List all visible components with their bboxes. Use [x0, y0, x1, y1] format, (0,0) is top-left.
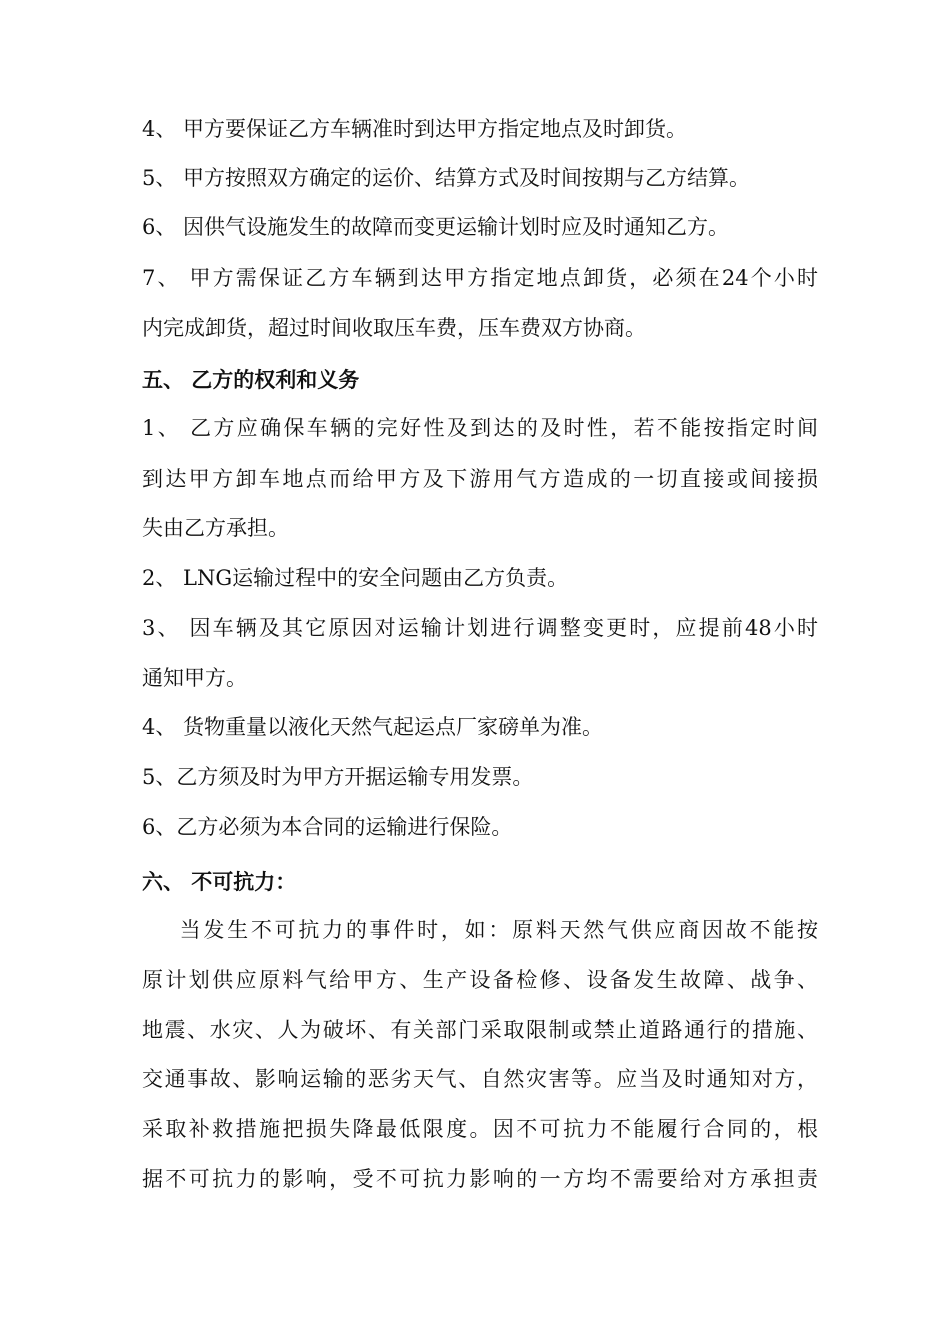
s5-clause-1-line-3: 失由乙方承担。 — [142, 516, 289, 540]
s5-clause-3-line-2: 通知甲方。 — [142, 666, 247, 690]
section-6-heading: 六、 不可抗力： — [142, 869, 297, 894]
s5-clause-3-line-1: 3、 因车辆及其它原因对运输计划进行调整变更时，应提前48小时 — [142, 616, 818, 640]
s5-clause-5-line: 5、乙方须及时为甲方开据运输专用发票。 — [142, 765, 534, 789]
force-majeure-line-2: 原计划供应原料气给甲方、生产设备检修、设备发生故障、战争、 — [142, 968, 818, 992]
section-5-heading: 五、 乙方的权利和义务 — [142, 367, 360, 392]
force-majeure-line-1: 当发生不可抗力的事件时，如：原料天然气供应商因故不能按 — [142, 918, 818, 942]
force-majeure-line-5: 采取补救措施把损失降最低限度。因不可抗力不能履行合同的，根 — [142, 1117, 818, 1141]
s5-clause-1-line-2: 到达甲方卸车地点而给甲方及下游用气方造成的一切直接或间接损 — [142, 467, 818, 491]
clause-7-line-1: 7、 甲方需保证乙方车辆到达甲方指定地点卸货，必须在24个小时 — [142, 266, 818, 290]
clause-4-line: 4、 甲方要保证乙方车辆准时到达甲方指定地点及时卸货。 — [142, 117, 688, 141]
force-majeure-line-6: 据不可抗力的影响，受不可抗力影响的一方均不需要给对方承担责 — [142, 1167, 818, 1191]
s5-clause-2-line: 2、 LNG运输过程中的安全问题由乙方负责。 — [142, 566, 569, 590]
s5-clause-4-line: 4、 货物重量以液化天然气起运点厂家磅单为准。 — [142, 715, 604, 739]
s5-clause-6-line: 6、乙方必须为本合同的运输进行保险。 — [142, 815, 513, 839]
clause-7-line-2: 内完成卸货，超过时间收取压车费，压车费双方协商。 — [142, 316, 646, 340]
s5-clause-1-line-1: 1、 乙方应确保车辆的完好性及到达的及时性，若不能按指定时间 — [142, 416, 818, 440]
force-majeure-line-4: 交通事故、影响运输的恶劣天气、自然灾害等。应当及时通知对方， — [142, 1067, 818, 1091]
clause-5-line: 5、 甲方按照双方确定的运价、结算方式及时间按期与乙方结算。 — [142, 166, 751, 190]
force-majeure-line-3: 地震、水灾、人为破坏、有关部门采取限制或禁止道路通行的措施、 — [142, 1018, 818, 1042]
clause-6-line: 6、 因供气设施发生的故障而变更运输计划时应及时通知乙方。 — [142, 215, 730, 239]
